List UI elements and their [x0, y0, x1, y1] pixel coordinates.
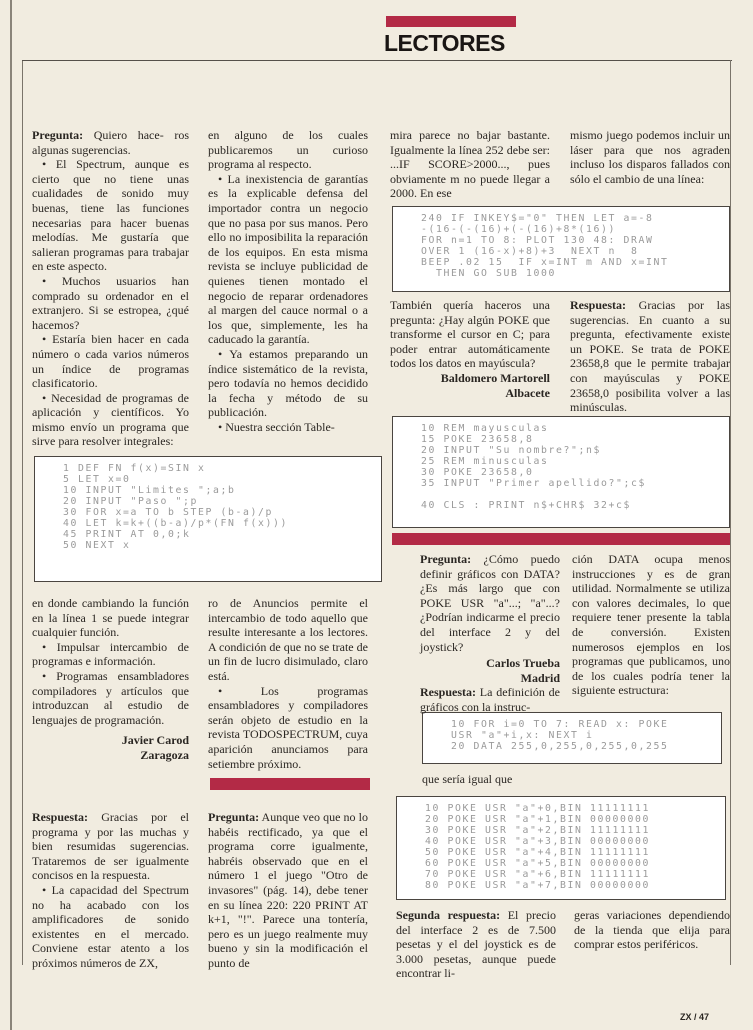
page-spine: [10, 0, 12, 1030]
header-color-bar: [386, 16, 516, 27]
letter-3-signature-name: Carlos Trueba: [486, 656, 560, 671]
answer-1-point-3: • Ya estamos preparando un índice sistemático de la revista, pero todavía no hemos decidido la fecha y método de su publicación.: [208, 347, 368, 420]
section-divider-bar-middle: [210, 778, 370, 790]
code-listing-data: 10 FOR i=0 TO 7: READ x: POKE USR "a"+i,x: NEXT i 20 DATA 255,0,255,0,255,0,255: [422, 712, 722, 764]
letter-4: [208, 810, 368, 971]
second-answer: [396, 908, 556, 981]
second-answer-text: Segunda respuesta: El precio del interface 2 es de 7.500 pesetas y el del joystick es de 3.000 pesetas, aunque puede encontrar li-: [396, 908, 556, 981]
page-number: ZX / 47: [680, 1012, 710, 1022]
letter-1-point-3: • Estaría bien hacer en cada número o cada varios números un índice de programas clasificatorio.: [32, 332, 189, 390]
letter-1-signature-name: Javier Carod: [121, 733, 189, 748]
answer-1-continuation-2: [208, 596, 368, 771]
second-answer-tail: geras variaciones dependiendo de la tienda que elija para comprar estos periféricos.: [574, 908, 730, 952]
letter-2-signature-city: Albacete: [505, 385, 550, 400]
answer-1-point-2: • La inexistencia de garantías es la explicable defensa del importador contra un negocio que no pasa por sus manos. Pero ello no imposibilita la reparación de los equipos. En esta misma revista se incluye publicidad de quienes tienen montado el negocio de reparar ordenadores al margen del cauce normal o a los que, simplemente, les ha caducado la garantía.: [208, 172, 368, 347]
answer-1-point-5: • Los programas ensambladores y compiladores serán objeto de estudio en la revista TODOSPECTRUM, cuya aparición anunciamos para setiembre próximo.: [208, 684, 368, 772]
letter-1-point-1: • El Spectrum, aunque es cierto que no tiene unas cualidades de sonido muy buenas, tiene las funciones necesarias para hacer buenas melodías. Me gustaría que salieran programas para trabajar en este aspecto.: [32, 157, 189, 274]
letter-2-text: mira parece no bajar bastante. Igualmente la línea 252 debe ser: ...IF SCORE>2000..., pues obviamente m no puede llegar a 2000. En ese: [390, 128, 550, 201]
letter-1-point-6: • Programas ensambladores compiladores y artículos que introduzcan al estudio de lenguajes de programación.: [32, 669, 189, 727]
answer-1-point-4: • Nuestra sección Table-: [208, 420, 368, 435]
equivalence-note: que sería igual que: [422, 772, 513, 786]
answer-3-text: ción DATA ocupa menos instrucciones y es de gran utilidad. Normalmente se utiliza con valores decimales, lo que requiere tener presente la tabla de conversión. Existen numerosos ejemplos en los programas que publicamos, uno de los cuales podría tener la siguiente estructura:: [572, 552, 730, 698]
answer-3: [572, 552, 730, 698]
answer-2-text: Respuesta: Gracias por las sugerencias. En cuanto a su pregunta, efectivamente existe un POKE. Se trata de POKE 23658,8 que le permite trabajar con mayúsculas y POKE 23658,0 posibilita volver a las minúsculas.: [570, 298, 730, 415]
left-rule: [22, 60, 23, 965]
letter-1-point-2: • Muchos usuarios han comprado su ordenador en el extranjero. Si se estropea, ¿qué hacemos?: [32, 274, 189, 332]
answer-1-continuation: en alguno de los cuales publicaremos un curioso programa al respecto.: [208, 128, 368, 172]
answer-4: [32, 810, 189, 971]
letter-2-signature-name: Baldomero Martorell: [440, 370, 550, 385]
answer-1-column: [208, 128, 368, 434]
letter-2-column-top-right: [570, 128, 730, 186]
code-listing-uppercase: 10 REM mayusculas 15 POKE 23658,8 20 INPUT "Su nombre?";n$ 25 REM minusculas 30 POKE 23658,0 35 INPUT "Primer apellido?";c$ 40 CLS : PRINT n$+CHR$ 32+c$: [392, 416, 730, 528]
letter-1-column: [32, 128, 189, 449]
answer-4-point-1: • La capacidad del Spectrum no ha acabado con los amplificadores de sonido existentes en el mercado. Conviene estar atento a los próximos números de ZX,: [32, 883, 189, 971]
answer-4-text: Respuesta: Gracias por el programa y por las muchas y bien resumidas sugerencias. Trataremos de ser igualmente concisos en la respuesta.: [32, 810, 189, 883]
letter-3: [420, 552, 560, 715]
code-listing-integral: 1 DEF FN f(x)=SIN x 5 LET x=0 10 INPUT "Limites ";a;b 20 INPUT "Paso ";p 30 FOR x=a TO b STEP (b-a)/p 40 LET k=k+((b-a)/p*(FN f(x))) 45 PRINT AT 0,0;k 50 NEXT x: [34, 456, 382, 582]
section-divider-bar-right: [392, 533, 730, 545]
letter-1-integral-note: en donde cambiando la función en la línea 1 se puede integrar cualquier función.: [32, 596, 189, 640]
answer-2: [570, 298, 730, 415]
right-rule: [730, 60, 731, 965]
letter-4-text: Pregunta: Aunque veo que no lo habéis rectificado, ya que el programa corre igualmente, habréis observado que en el número 1 el juego "Otro de invasores" (pág. 14), debe tener en su línea 220: 220 PRINT AT k+1, "!". Parece una tontería, pero es un juego realmente muy bueno y sin la modificación el punto de: [208, 810, 368, 970]
code-listing-laser: 240 IF INKEY$="0" THEN LET a=-8 -(16-(-(16)+(-(16)+8*(16)) FOR n=1 TO 8: PLOT 130 48: DRAW OVER 1 (16-x)+8)+3 NEXT n 8 BEEP .02 15 IF x=INT m AND x=INT THEN GO SUB 1000: [392, 206, 730, 292]
letter-2-column-top: [390, 128, 550, 201]
top-rule: [22, 60, 732, 61]
letter-1-point-4: • Necesidad de programas de aplicación y científicos. Yo mismo envío un programa que sirve para resolver integrales:: [32, 391, 189, 449]
letter-2-poke-question: También quería haceros una pregunta: ¿Hay algún POKE que transforme el cursor en C; para poder entrar automáticamente todos los datos en mayúscula?: [390, 298, 550, 371]
letter-1-point-5: • Impulsar intercambio de programas e información.: [32, 640, 189, 669]
letter-1-continuation: [32, 596, 189, 763]
letter-2-laser-text: mismo juego podemos incluir un láser para que nos agraden incluso los disparos fallados con sólo el cambio de una línea:: [570, 128, 730, 186]
letter-2-question: [390, 298, 550, 400]
letter-1-intro: Pregunta: Quiero hace- ros algunas sugerencias.: [32, 128, 189, 157]
answer-1-bulletin-board: ro de Anuncios permite el intercambio de todo aquello que resulte interesante a los lectores. A condición de que no se trate de un fin de lucro disimulado, claro está.: [208, 596, 368, 683]
letter-3-question: Pregunta: ¿Cómo puedo definir gráficos con DATA? ¿Es más largo que con POKE USR "a"...; "a"...? ¿Podrían indicarme el precio del interface 2 y del joystick?: [420, 552, 560, 654]
second-answer-continuation: [574, 908, 730, 952]
letter-3-signature-city: Madrid: [520, 670, 560, 685]
code-listing-poke-usr: 10 POKE USR "a"+0,BIN 11111111 20 POKE USR "a"+1,BIN 00000000 30 POKE USR "a"+2,BIN 11111111 40 POKE USR "a"+3,BIN 00000000 50 POKE USR "a"+4,BIN 11111111 60 POKE USR "a"+5,BIN 00000000 70 POKE USR "a"+6,BIN 11111111 80 POKE USR "a"+7,BIN 00000000: [396, 796, 726, 900]
section-title: LECTORES: [384, 30, 505, 56]
letter-1-signature-city: Zaragoza: [140, 747, 189, 762]
answer-3-start: Respuesta: La definición de gráficos con la instruc-: [420, 685, 560, 714]
